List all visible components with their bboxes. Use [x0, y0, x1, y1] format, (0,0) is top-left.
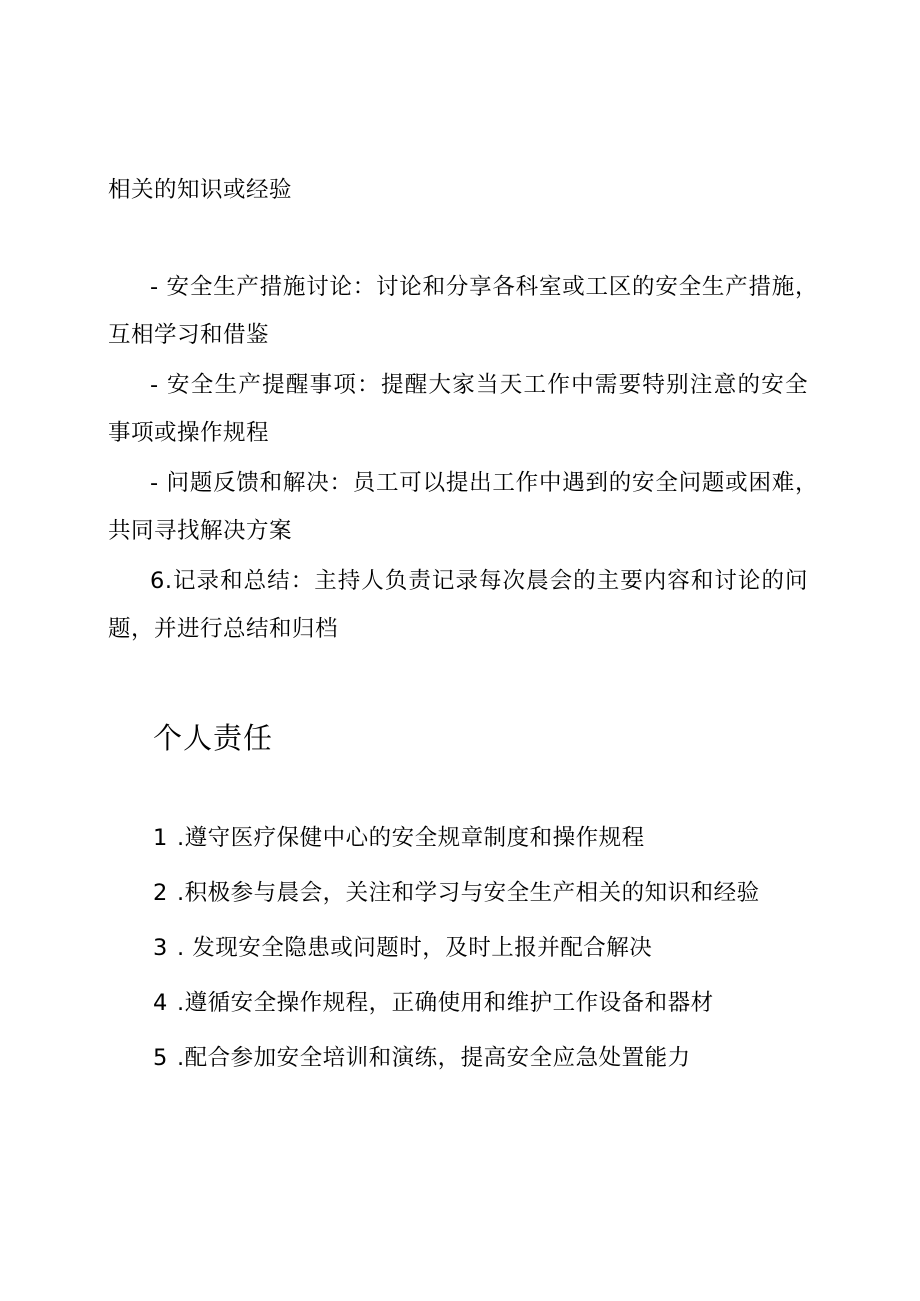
bullet-3-line-2: 共同寻找解决方案 [108, 518, 293, 544]
item-text: .积极参与晨会，关注和学习与安全生产相关的知识和经验 [177, 880, 760, 906]
section-heading: 个人责任 [153, 721, 274, 755]
item-number: 1 [153, 825, 168, 851]
item-text: .遵循安全操作规程，正确使用和维护工作设备和器材 [177, 990, 714, 1016]
bullet-3-line-1: - 问题反馈和解决：员工可以提出工作中遇到的安全问题或困难， [150, 470, 818, 496]
responsibility-item-2 [153, 878, 760, 908]
responsibility-item-5 [153, 1043, 691, 1073]
item-6-line-1: 6.记录和总结：主持人负责记录每次晨会的主要内容和讨论的问 [150, 568, 808, 594]
item-number: 5 [153, 1045, 168, 1071]
responsibility-item-1 [153, 823, 645, 853]
item-text: . 发现安全隐患或问题时，及时上报并配合解决 [177, 935, 653, 961]
bullet-2-line-2: 事项或操作规程 [108, 420, 270, 446]
item-number: 4 [153, 990, 168, 1016]
item-text: .配合参加安全培训和演练，提高安全应急处置能力 [177, 1045, 691, 1071]
bullet-1-line-1: - 安全生产措施讨论：讨论和分享各科室或工区的安全生产措施， [150, 274, 818, 300]
continuation-text: 相关的知识或经验 [108, 177, 293, 203]
item-number: 2 [153, 880, 168, 906]
bullet-1-line-2: 互相学习和借鉴 [108, 322, 270, 348]
bullet-2-line-1: - 安全生产提醒事项：提醒大家当天工作中需要特别注意的安全 [150, 372, 808, 398]
item-6-line-2: 题，并进行总结和归档 [108, 616, 339, 642]
item-number: 3 [153, 935, 168, 961]
responsibility-item-4 [153, 988, 714, 1018]
responsibility-item-3 [153, 933, 652, 963]
item-text: .遵守医疗保健中心的安全规章制度和操作规程 [177, 825, 645, 851]
